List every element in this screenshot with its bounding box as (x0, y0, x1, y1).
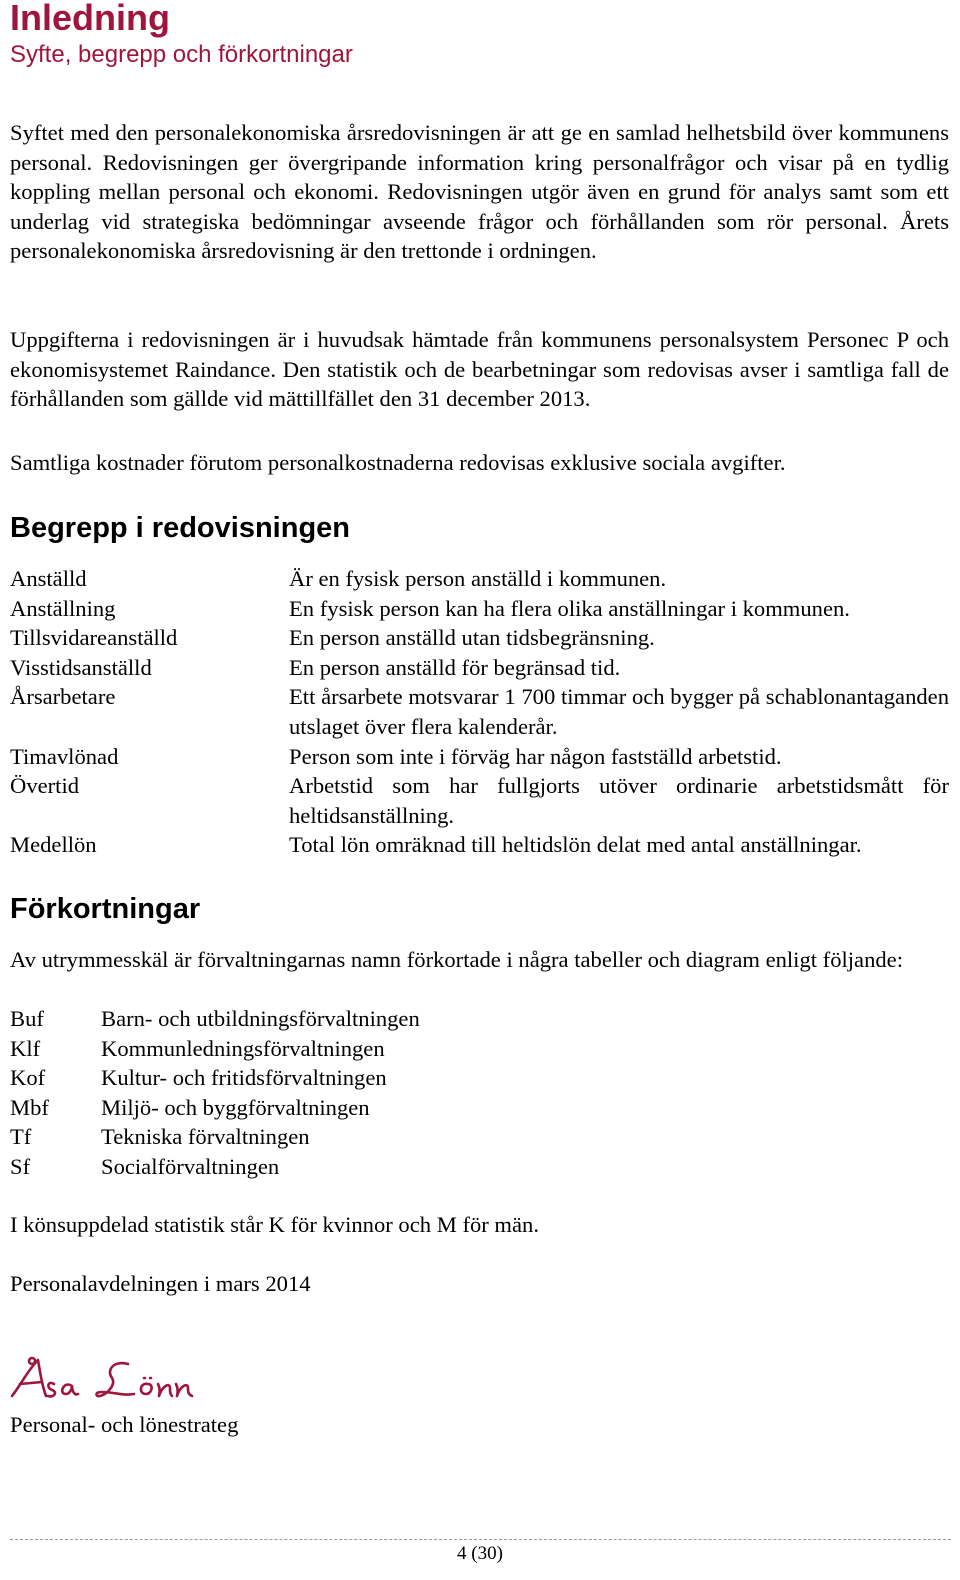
handwritten-signature (10, 1356, 230, 1406)
term-name: Visstidsanställd (10, 654, 152, 680)
term-definition: En fysisk person kan ha flera olika anställningar i kommunen. (289, 595, 850, 621)
term-row (10, 564, 949, 594)
abbreviations-list (10, 1004, 420, 1182)
abbreviation-code: Kof (10, 1065, 46, 1091)
term-name: Tillsvidareanställd (10, 625, 178, 651)
term-name: Övertid (10, 773, 80, 799)
term-name: Anställning (10, 595, 116, 621)
term-row (10, 594, 949, 624)
abbreviation-row (10, 1004, 420, 1034)
abbreviations-heading: Förkortningar (10, 893, 201, 925)
abbreviation-row (10, 1152, 420, 1182)
term-definition: En person anställd för begränsad tid. (289, 654, 621, 680)
term-name: Anställd (10, 566, 87, 591)
abbreviation-name: Kommunledningsförvaltningen (101, 1035, 385, 1061)
term-row (10, 830, 949, 860)
abbreviations-intro: Av utrymmesskäl är förvaltningarnas namn förkortade i några tabeller och diagram enligt följande: (10, 947, 903, 972)
term-name: Årsarbetare (10, 684, 116, 710)
abbreviation-name: Miljö- och byggförvaltningen (101, 1094, 370, 1120)
page-title: Inledning (10, 0, 170, 38)
abbreviation-name: Kultur- och fritidsförvaltningen (101, 1065, 387, 1091)
abbreviation-code: Sf (10, 1153, 31, 1179)
abbreviation-code: Klf (10, 1035, 41, 1061)
page-number: 4 (30) (457, 1543, 503, 1564)
terms-heading: Begrepp i redovisningen (10, 512, 350, 544)
term-row (10, 682, 949, 741)
abbreviation-code: Tf (10, 1124, 32, 1150)
term-name: Timavlönad (10, 743, 119, 769)
abbreviation-name: Barn- och utbildningsförvaltningen (101, 1006, 420, 1031)
term-definition: En person anställd utan tidsbegränsning. (289, 625, 655, 651)
abbreviation-code: Mbf (10, 1094, 49, 1120)
term-row (10, 653, 949, 683)
abbreviation-code: Buf (10, 1006, 44, 1031)
abbreviation-row (10, 1034, 420, 1064)
intro-paragraph-costs: Samtliga kostnader förutom personalkostnaderna redovisas exklusive sociala avgifter. (10, 450, 786, 475)
abbreviation-row (10, 1063, 420, 1093)
intro-paragraph-sources: Uppgifterna i redovisningen är i huvudsak hämtade från kommunens personalsystem Personec P och ekonomisystemet Raindance. Den statistik och de bearbetningar som redovisas avser i samtliga fall de förhållanden som gällde vid mättillfället den 31 december 2013. (10, 327, 949, 412)
footer-divider (10, 1539, 951, 1540)
abbreviation-row (10, 1122, 420, 1152)
abbreviation-name: Tekniska förvaltningen (101, 1124, 310, 1150)
abbreviation-name: Socialförvaltningen (101, 1153, 280, 1179)
department-date: Personalavdelningen i mars 2014 (10, 1271, 311, 1296)
gender-note: I könsuppdelad statistik står K för kvinnor och M för män. (10, 1212, 539, 1237)
page-subtitle: Syfte, begrepp och förkortningar (10, 41, 353, 68)
term-definition: Är en fysisk person anställd i kommunen. (289, 566, 667, 591)
term-row (10, 623, 949, 653)
intro-paragraph-purpose: Syftet med den personalekonomiska årsredovisningen är att ge en samlad helhetsbild över kommunens personal. Redovisningen ger övergripande information kring personalfrågor och visar på en tydlig koppling mellan personal och ekonomi. Redovisningen utgör även en grund för analys samt som ett underlag vid strategiska bedömningar avseende frågor och förhållanden som rör personal. Årets personalekonomiska årsredovisning är den trettonde i ordningen. (10, 120, 949, 264)
abbreviation-row (10, 1093, 420, 1123)
term-definition: Person som inte i förväg har någon fastställd arbetstid. (289, 743, 782, 769)
signer-role: Personal- och lönestrateg (10, 1412, 239, 1437)
term-definition: Total lön omräknad till heltidslön delat med antal anställningar. (289, 832, 862, 858)
term-row (10, 771, 949, 830)
term-name: Medellön (10, 832, 97, 858)
term-definition: Ett årsarbete motsvarar 1 700 timmar och bygger på schablonantaganden utslaget över flera kalenderår. (289, 684, 949, 739)
terms-list (10, 564, 949, 860)
term-definition: Arbetstid som har fullgjorts utöver ordinarie arbetstidsmått för heltidsanställning. (289, 773, 949, 828)
term-row (10, 742, 949, 772)
